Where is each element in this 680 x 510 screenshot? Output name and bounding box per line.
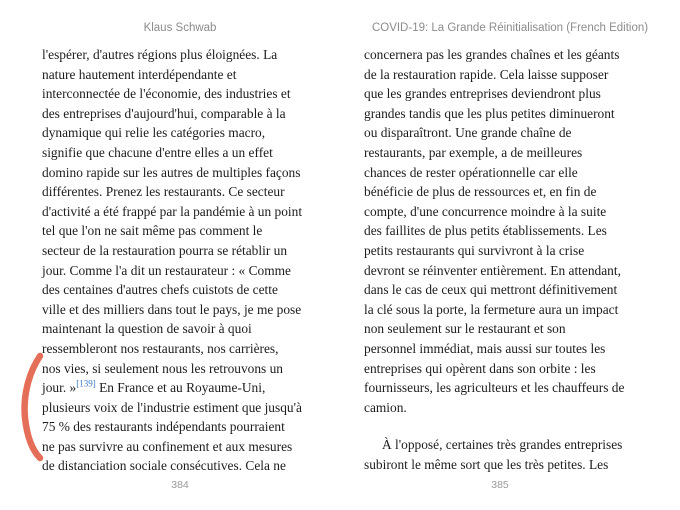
text-line: d'activité a été frappé par la pandémie à un point: [42, 203, 303, 219]
text-line: secteur de la restauration pourra se rétablir un: [42, 242, 288, 258]
text-line: maintenant la question de savoir à quoi: [42, 321, 252, 337]
text-line: 75 % des restaurants indépendants pourraient: [42, 419, 285, 435]
paragraph-gap: [364, 417, 632, 435]
text-line: ville et des milliers dans tout le pays, je me pose: [42, 301, 302, 317]
text-line: tel que l'on ne sait même pas comment le: [42, 223, 263, 239]
left-page-text: [42, 45, 320, 476]
page-number-left: 384: [171, 479, 189, 491]
header-book-title: COVID-19: La Grande Réinitialisation (French Edition): [371, 22, 649, 34]
text-line: fournisseurs, les agriculteurs et les chauffeurs de: [364, 380, 625, 396]
text-line: concernera pas les grandes chaînes et les géants: [364, 47, 620, 62]
text-line: des entreprises d'aujourd'hui, comparable à la: [42, 105, 286, 121]
text-line: ne pas survivre au confinement et aux mesures: [42, 438, 293, 454]
text-line: des centaines d'autres chefs cuistots de cette: [42, 282, 278, 298]
text-line: subiront le même sort que les très petites. Les: [364, 456, 609, 472]
text-line: que les grandes entreprises deviendront plus: [364, 86, 601, 102]
footnote-link[interactable]: [139]: [76, 378, 96, 389]
text-line: domino rapide sur les autres de multiples façons: [42, 164, 301, 180]
text-line: grandes tandis que les plus petites diminueront: [364, 105, 615, 121]
text-line: de distanciation sociale consécutives. Cela ne: [42, 458, 286, 474]
text-line: jour. Comme l'a dit un restaurateur : « Comme: [42, 262, 291, 278]
text-line: bénéficie de plus de ressources et, en fin de: [364, 184, 597, 200]
text-line: ou disparaîtront. Une grande chaîne de: [364, 125, 572, 141]
text-line: petits restaurants qui survivront à la crise: [364, 242, 585, 258]
text-line: camion.: [364, 399, 407, 415]
text-line: nature hautement interdépendante et: [42, 66, 237, 82]
text-line: restaurants, par exemple, a de meilleures: [364, 144, 583, 160]
text-line: la clé sous la porte, la fermeture aura un impact: [364, 301, 619, 317]
text-line: devront se réinventer entièrement. En attendant,: [364, 262, 621, 278]
text-line: non seulement sur le restaurant et son: [364, 321, 566, 337]
right-page-text: [364, 45, 632, 474]
text-line: chances de rester opérationnelle car elle: [364, 164, 578, 180]
text-line: compte, d'une concurrence moindre à la suite: [364, 203, 607, 219]
text-line: dans le cas de ceux qui mettront définitivement: [364, 282, 618, 298]
text-line: différentes. Prenez les restaurants. Ce secteur: [42, 184, 285, 200]
text-line: entreprises qui opèrent dans son orbite : les: [364, 360, 596, 376]
text-line: dynamique qui relie les catégories macro,: [42, 125, 266, 141]
header-author: Klaus Schwab: [143, 22, 217, 34]
text-line: personnel immédiat, mais aussi sur toutes les: [364, 340, 606, 356]
text-line: À l'opposé, certaines très grandes entreprises: [382, 437, 623, 453]
text-line-footnote: [42, 378, 320, 398]
text-line: de la restauration rapide. Cela laisse supposer: [364, 66, 609, 82]
text-line: plusieurs voix de l'industrie estiment que jusqu'à: [42, 399, 302, 415]
text-line: l'espérer, d'autres régions plus éloignées. La: [42, 47, 278, 62]
page-number-right: 385: [491, 479, 509, 491]
text-fragment: En France et au Royaume-Uni,: [95, 380, 266, 396]
text-line: signifie que chacune d'entre elles a un effet: [42, 144, 273, 160]
text-line: des faillites de plus petits établissements. Les: [364, 223, 607, 239]
text-line: interconnectée de l'économie, des industries et: [42, 86, 291, 102]
text-fragment: jour. »: [42, 380, 77, 396]
text-line: ressembleront nos restaurants, nos carrières,: [42, 340, 279, 356]
text-line: nos vies, si seulement nous les retrouvons un: [42, 360, 284, 376]
